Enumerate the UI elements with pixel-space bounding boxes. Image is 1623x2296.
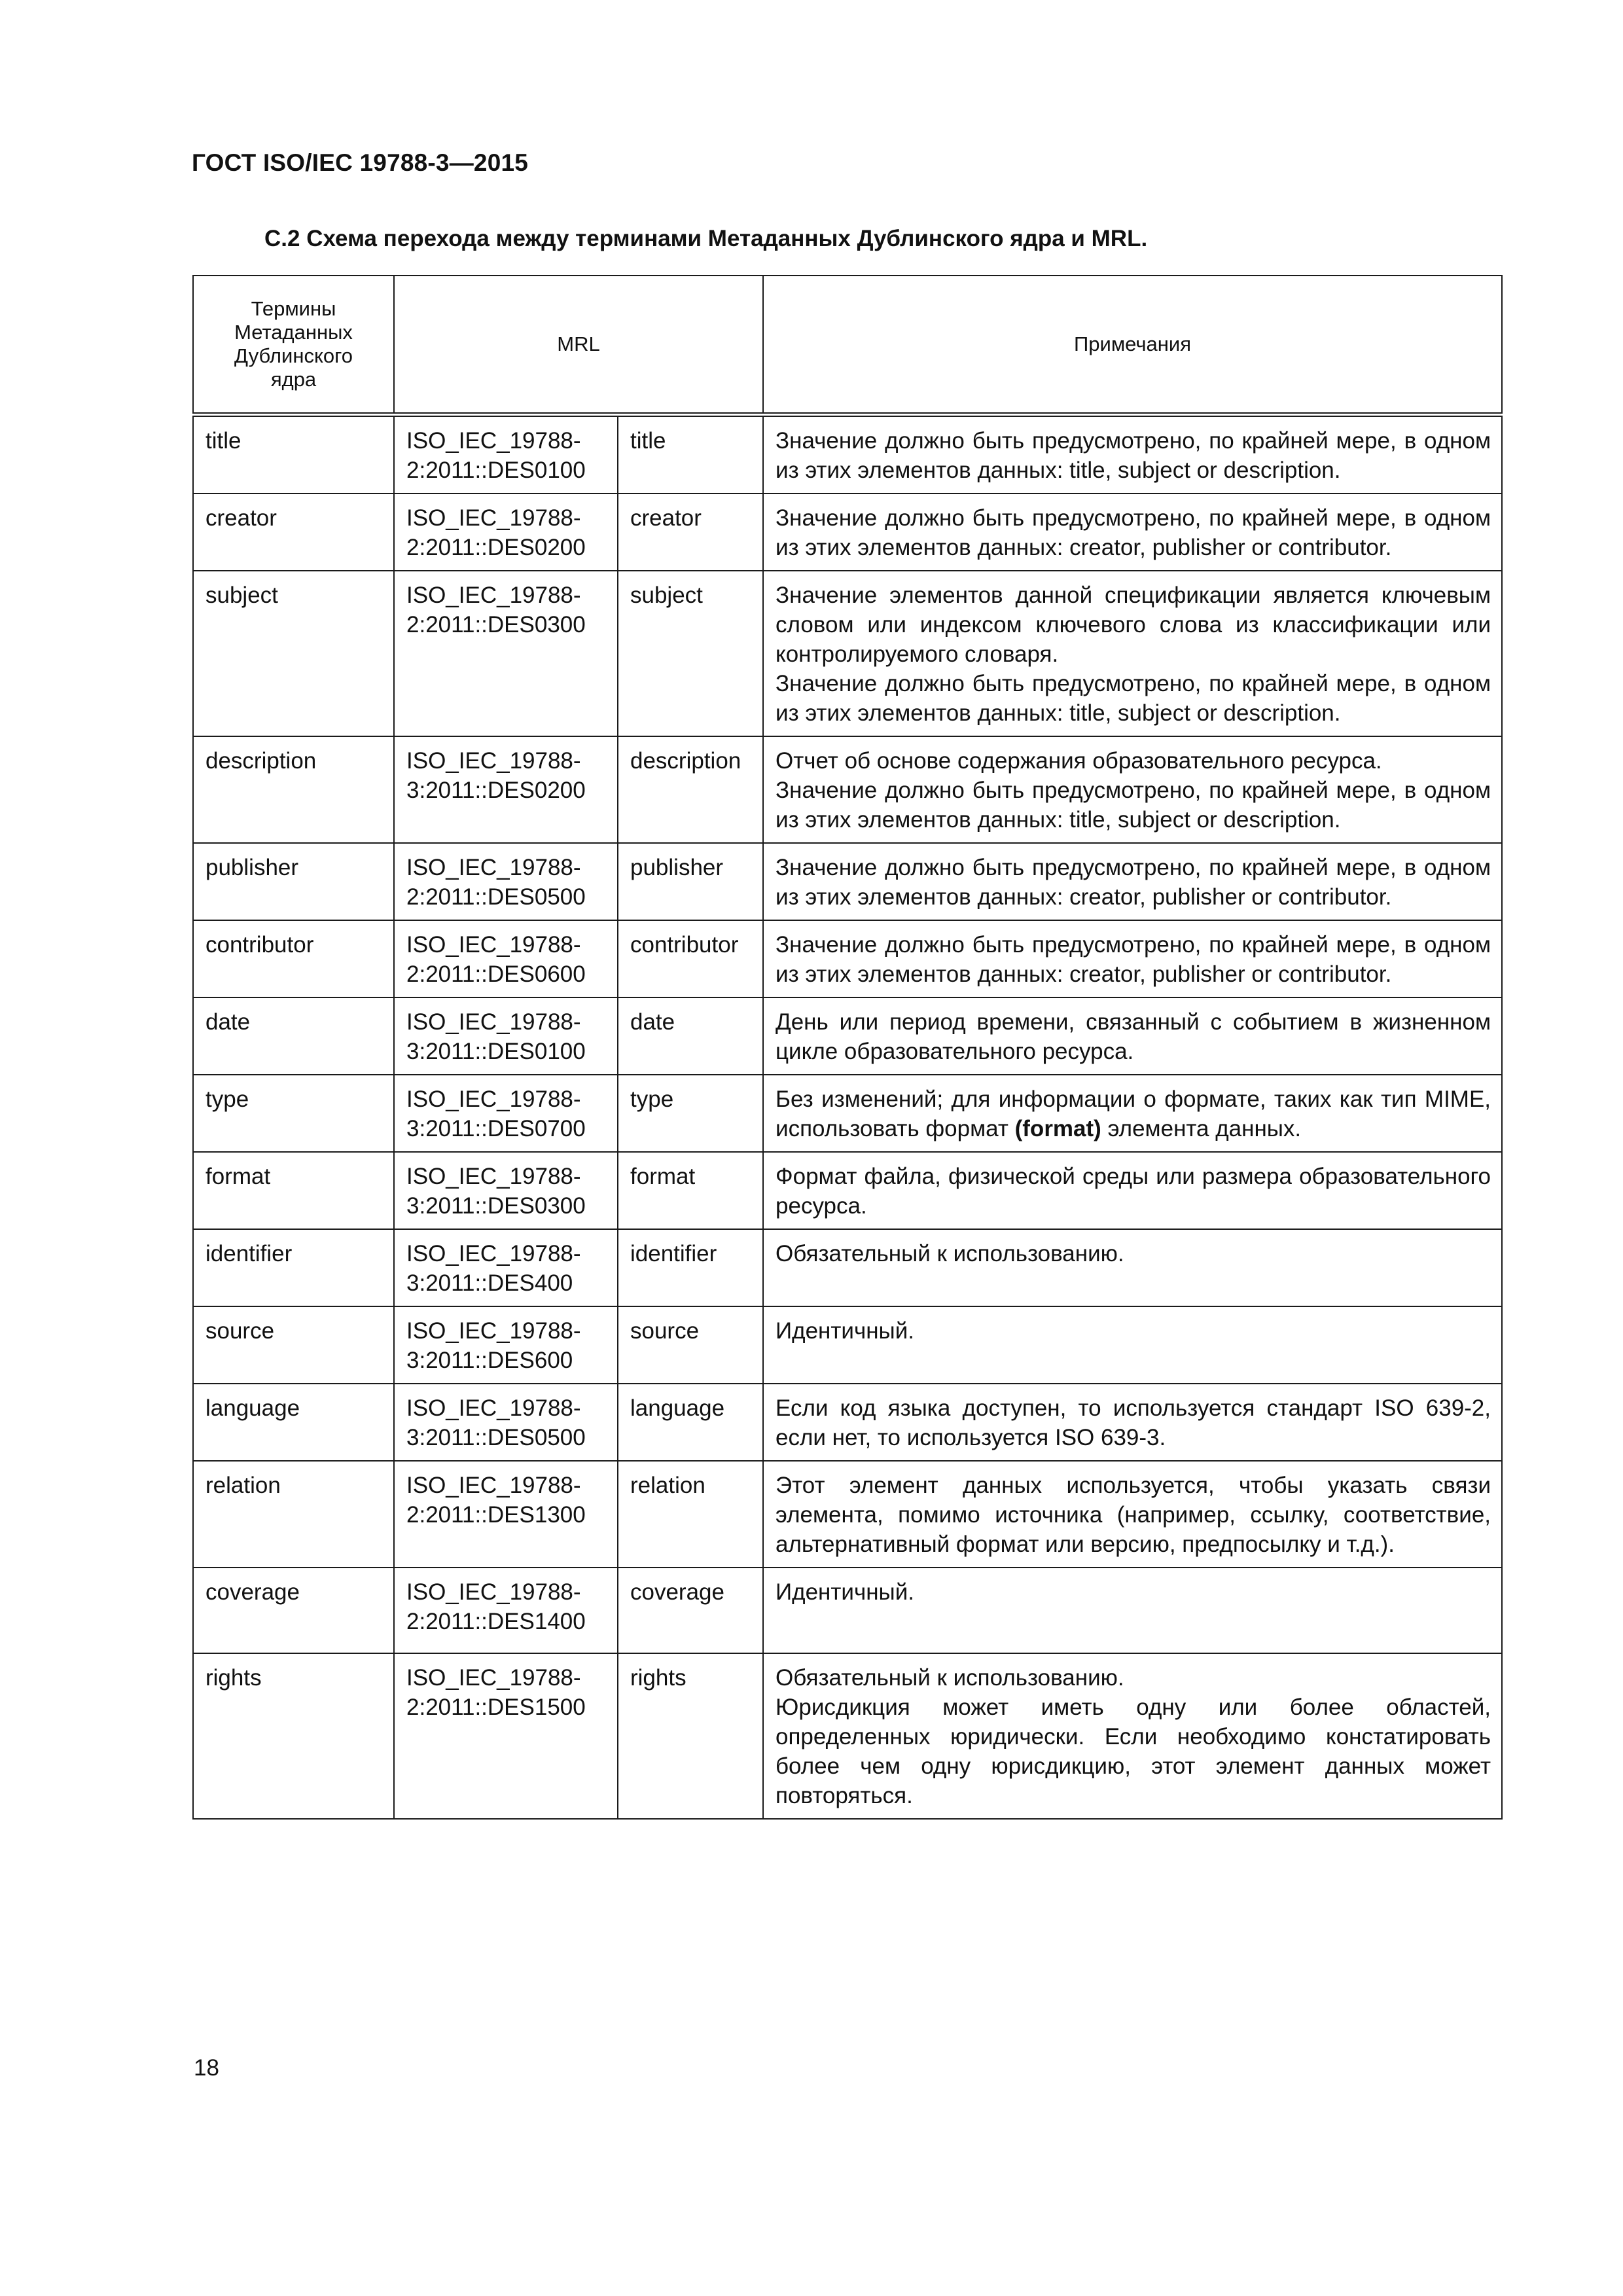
note-line: Значение должно быть предусмотрено, по крайней мере, в одном из этих элементов данных: creator, publisher or contributor. xyxy=(776,932,1491,987)
table-row xyxy=(193,1653,1502,1819)
mrl-id-cell xyxy=(394,736,618,843)
note-line: Значение должно быть предусмотрено, по крайней мере, в одном из этих элементов данных: title, subject or description. xyxy=(776,428,1491,483)
table-caption: С.2 Схема перехода между терминами Метаданных Дублинского ядра и MRL. xyxy=(264,226,1148,251)
notes-cell xyxy=(763,997,1502,1075)
mrl-name-cell xyxy=(618,997,763,1075)
table-row xyxy=(193,1152,1502,1229)
notes-cell xyxy=(763,571,1502,736)
table-header-row xyxy=(193,276,1502,415)
mrl-id-cell-text: ISO_IEC_19788-2:2011::DES0200 xyxy=(406,505,586,560)
dc-term-cell xyxy=(193,1384,394,1461)
dc-term-cell xyxy=(193,493,394,571)
mrl-name-cell-text: creator xyxy=(630,505,702,531)
mrl-name-cell xyxy=(618,493,763,571)
dc-term-cell xyxy=(193,1461,394,1568)
mrl-id-cell-text: ISO_IEC_19788-3:2011::DES0100 xyxy=(406,1009,586,1064)
dc-term-cell-text: identifier xyxy=(205,1241,293,1266)
dc-term-cell-text: relation xyxy=(205,1473,281,1498)
notes-cell xyxy=(763,1306,1502,1384)
table-row xyxy=(193,571,1502,736)
dc-term-cell-text: date xyxy=(205,1009,251,1035)
note-line: Значение должно быть предусмотрено, по крайней мере, в одном из этих элементов данных: creator, publisher or contributor. xyxy=(776,505,1491,560)
note-line: Значение элементов данной спецификации является ключевым словом или индексом ключевого слова из классификации или контролируемого словаря. xyxy=(776,583,1491,667)
mrl-id-cell xyxy=(394,493,618,571)
mrl-id-cell xyxy=(394,1075,618,1152)
note-line: Отчет об основе содержания образовательного ресурса. xyxy=(776,748,1382,774)
mrl-id-cell xyxy=(394,1229,618,1306)
dc-term-cell-text: format xyxy=(205,1164,271,1189)
mrl-id-cell-text: ISO_IEC_19788-3:2011::DES600 xyxy=(406,1318,581,1373)
dc-term-cell-text: source xyxy=(205,1318,275,1344)
mrl-name-cell xyxy=(618,1075,763,1152)
mrl-name-cell xyxy=(618,736,763,843)
mrl-name-cell xyxy=(618,843,763,920)
mrl-id-cell-text: ISO_IEC_19788-2:2011::DES1400 xyxy=(406,1579,586,1634)
table-body xyxy=(193,415,1502,1820)
mrl-id-cell-text: ISO_IEC_19788-2:2011::DES1500 xyxy=(406,1665,586,1720)
dc-term-cell xyxy=(193,843,394,920)
dc-term-cell-text: title xyxy=(205,428,241,454)
notes-cell xyxy=(763,1461,1502,1568)
mrl-id-cell xyxy=(394,1653,618,1819)
mrl-name-cell-text: title xyxy=(630,428,666,454)
dc-term-cell xyxy=(193,1229,394,1306)
mrl-id-cell xyxy=(394,1384,618,1461)
table-row xyxy=(193,1568,1502,1653)
mrl-name-cell xyxy=(618,1152,763,1229)
mrl-name-cell-text: language xyxy=(630,1395,725,1421)
note-line: День или период времени, связанный с событием в жизненном цикле образовательного ресурса. xyxy=(776,1009,1491,1064)
dc-term-cell-text: description xyxy=(205,748,317,774)
table-row xyxy=(193,736,1502,843)
dc-term-cell xyxy=(193,920,394,997)
mrl-id-cell xyxy=(394,1306,618,1384)
dc-term-cell xyxy=(193,1306,394,1384)
mapping-table xyxy=(192,275,1503,1820)
dc-term-cell xyxy=(193,1075,394,1152)
dc-term-cell-text: rights xyxy=(205,1665,262,1691)
mrl-name-cell xyxy=(618,1653,763,1819)
mrl-name-cell xyxy=(618,415,763,494)
mrl-id-cell-text: ISO_IEC_19788-2:2011::DES0300 xyxy=(406,583,586,637)
note-line: Идентичный. xyxy=(776,1579,914,1605)
mrl-id-cell-text: ISO_IEC_19788-2:2011::DES0100 xyxy=(406,428,586,483)
notes-cell xyxy=(763,1229,1502,1306)
column-header-notes: Примечания xyxy=(763,276,1502,415)
notes-cell xyxy=(763,1152,1502,1229)
note-line: Формат файла, физической среды или размера образовательного ресурса. xyxy=(776,1164,1491,1219)
mrl-id-cell-text: ISO_IEC_19788-3:2011::DES0300 xyxy=(406,1164,586,1219)
mrl-name-cell-text: subject xyxy=(630,583,703,608)
note-line: Юрисдикция может иметь одну или более областей, определенных юридически. Если необходимо констатировать более чем одну юрисдикцию, этот элемент данных может повторяться. xyxy=(776,1695,1491,1808)
dc-term-cell-text: contributor xyxy=(205,932,314,958)
mrl-id-cell xyxy=(394,415,618,494)
dc-term-cell-text: language xyxy=(205,1395,300,1421)
table-row xyxy=(193,493,1502,571)
note-line: Этот элемент данных используется, чтобы указать связи элемента, помимо источника (например, ссылку, соответствие, альтернативный формат или версию, предпосылку и т.д.). xyxy=(776,1473,1491,1557)
mrl-name-cell-text: format xyxy=(630,1164,696,1189)
notes-cell xyxy=(763,1653,1502,1819)
mrl-name-cell xyxy=(618,920,763,997)
mrl-name-cell-text: relation xyxy=(630,1473,705,1498)
mrl-id-cell xyxy=(394,1461,618,1568)
dc-term-cell xyxy=(193,1568,394,1653)
table-row xyxy=(193,1075,1502,1152)
mrl-name-cell xyxy=(618,1568,763,1653)
dc-term-cell xyxy=(193,997,394,1075)
notes-cell xyxy=(763,1568,1502,1653)
note-line: Без изменений; для информации о формате, таких как тип MIME, использовать формат (format) элемента данных. xyxy=(776,1086,1491,1141)
dc-term-cell xyxy=(193,1653,394,1819)
table-row xyxy=(193,1229,1502,1306)
mrl-name-cell-text: date xyxy=(630,1009,675,1035)
table-row xyxy=(193,1384,1502,1461)
mrl-name-cell-text: publisher xyxy=(630,855,724,880)
notes-cell xyxy=(763,1384,1502,1461)
note-line: Значение должно быть предусмотрено, по крайней мере, в одном из этих элементов данных: title, subject or description. xyxy=(776,778,1491,833)
dc-term-cell-text: subject xyxy=(205,583,278,608)
dc-term-cell xyxy=(193,571,394,736)
notes-cell xyxy=(763,736,1502,843)
mrl-id-cell xyxy=(394,1568,618,1653)
mrl-name-cell-text: contributor xyxy=(630,932,739,958)
mrl-name-cell xyxy=(618,571,763,736)
mrl-id-cell xyxy=(394,920,618,997)
table-row xyxy=(193,1306,1502,1384)
mrl-name-cell xyxy=(618,1384,763,1461)
note-line: Значение должно быть предусмотрено, по крайней мере, в одном из этих элементов данных: creator, publisher or contributor. xyxy=(776,855,1491,910)
mrl-name-cell xyxy=(618,1229,763,1306)
mrl-id-cell-text: ISO_IEC_19788-3:2011::DES400 xyxy=(406,1241,581,1296)
document-title: ГОСТ ISO/IEC 19788-3—2015 xyxy=(192,149,529,176)
note-line: Идентичный. xyxy=(776,1318,914,1344)
notes-cell xyxy=(763,843,1502,920)
dc-term-cell-text: publisher xyxy=(205,855,299,880)
notes-cell xyxy=(763,415,1502,494)
mrl-id-cell xyxy=(394,1152,618,1229)
mrl-name-cell-text: identifier xyxy=(630,1241,717,1266)
mrl-name-cell-text: source xyxy=(630,1318,700,1344)
mrl-name-cell xyxy=(618,1306,763,1384)
column-header-mrl: MRL xyxy=(394,276,763,415)
note-line: Если код языка доступен, то используется стандарт ISO 639-2, если нет, то используется ISO 639-3. xyxy=(776,1395,1491,1450)
dc-term-cell xyxy=(193,736,394,843)
table-row xyxy=(193,843,1502,920)
table-row xyxy=(193,1461,1502,1568)
dc-term-cell-text: type xyxy=(205,1086,249,1112)
mrl-id-cell-text: ISO_IEC_19788-2:2011::DES1300 xyxy=(406,1473,586,1528)
mrl-id-cell-text: ISO_IEC_19788-3:2011::DES0200 xyxy=(406,748,586,803)
notes-cell xyxy=(763,1075,1502,1152)
mrl-id-cell xyxy=(394,997,618,1075)
mrl-name-cell-text: description xyxy=(630,748,741,774)
mrl-id-cell-text: ISO_IEC_19788-3:2011::DES0700 xyxy=(406,1086,586,1141)
dc-term-cell xyxy=(193,1152,394,1229)
column-header-dc-terms: Термины Метаданных Дублинского ядра xyxy=(193,276,394,415)
mrl-name-cell-text: coverage xyxy=(630,1579,724,1605)
table-row xyxy=(193,415,1502,494)
note-line: Обязательный к использованию. xyxy=(776,1665,1124,1691)
mrl-id-cell-text: ISO_IEC_19788-2:2011::DES0500 xyxy=(406,855,586,910)
note-line: Значение должно быть предусмотрено, по крайней мере, в одном из этих элементов данных: title, subject or description. xyxy=(776,671,1491,726)
mrl-name-cell-text: type xyxy=(630,1086,674,1112)
notes-cell xyxy=(763,920,1502,997)
notes-cell xyxy=(763,493,1502,571)
mrl-name-cell-text: rights xyxy=(630,1665,687,1691)
mrl-id-cell-text: ISO_IEC_19788-3:2011::DES0500 xyxy=(406,1395,586,1450)
table-row xyxy=(193,997,1502,1075)
mrl-id-cell xyxy=(394,843,618,920)
dc-term-cell xyxy=(193,415,394,494)
table-row xyxy=(193,920,1502,997)
note-line: Обязательный к использованию. xyxy=(776,1241,1124,1266)
mrl-name-cell xyxy=(618,1461,763,1568)
dc-term-cell-text: coverage xyxy=(205,1579,300,1605)
mrl-id-cell xyxy=(394,571,618,736)
dc-term-cell-text: creator xyxy=(205,505,277,531)
page-number: 18 xyxy=(194,2055,219,2081)
mrl-id-cell-text: ISO_IEC_19788-2:2011::DES0600 xyxy=(406,932,586,987)
